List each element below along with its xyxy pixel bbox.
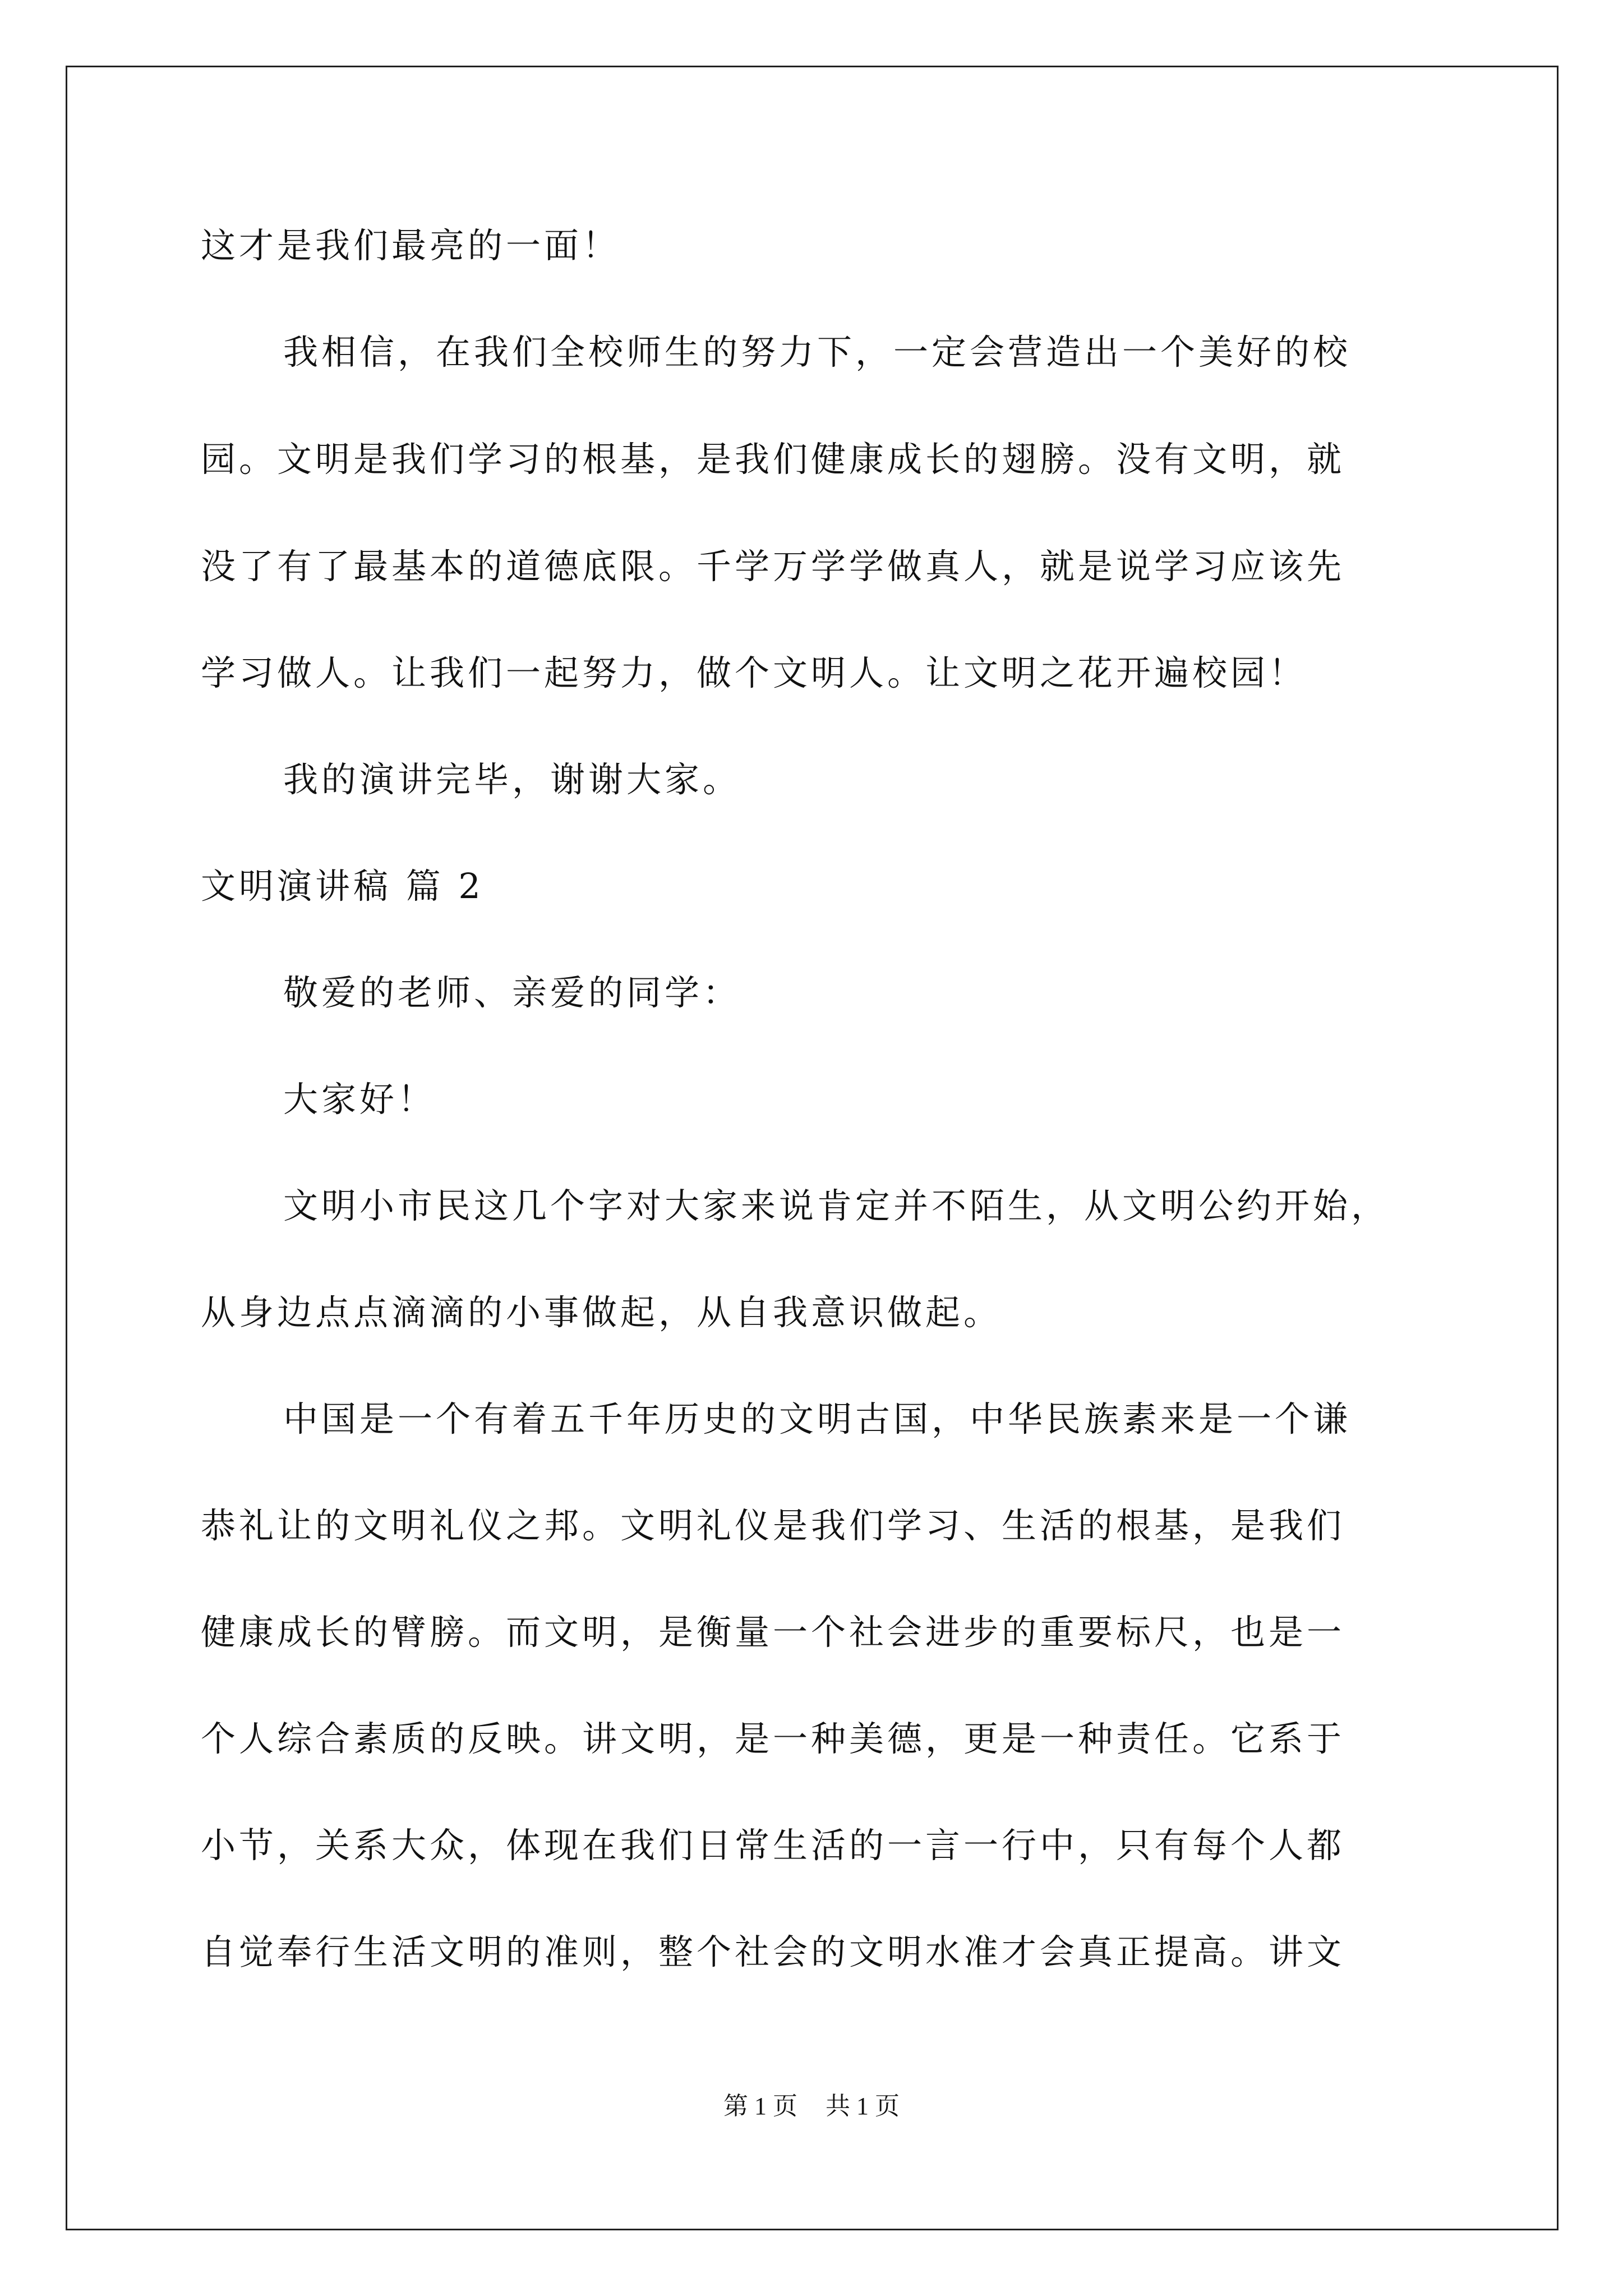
section-heading: 文明演讲稿 篇 2 xyxy=(201,866,484,907)
paragraph-line: 个人综合素质的反映。讲文明，是一种美德，更是一种责任。它系于 xyxy=(201,1718,1345,1759)
paragraph-line: 中国是一个有着五千年历史的文明古国，中华民族素来是一个谦 xyxy=(283,1398,1352,1439)
paragraph-line: 小节，关系大众，体现在我们日常生活的一言一行中，只有每个人都 xyxy=(201,1825,1345,1866)
page-number: 第 1 页 xyxy=(723,2092,797,2120)
paragraph-line: 学习做人。让我们一起努力，做个文明人。让文明之花开遍校园！ xyxy=(201,652,1307,693)
salutation: 敬爱的老师、亲爱的同学： xyxy=(283,972,741,1013)
paragraph-line: 从身边点点滴滴的小事做起，从自我意识做起。 xyxy=(201,1292,1002,1333)
paragraph-line: 自觉奉行生活文明的准则，整个社会的文明水准才会真正提高。讲文 xyxy=(201,1931,1345,1972)
paragraph-line: 健康成长的臂膀。而文明，是衡量一个社会进步的重要标尺，也是一 xyxy=(201,1612,1345,1653)
page-footer xyxy=(0,2090,1623,2123)
paragraph-line: 我的演讲完毕，谢谢大家。 xyxy=(283,759,741,800)
paragraph-line: 没了有了最基本的道德底限。千学万学学做真人，就是说学习应该先 xyxy=(201,546,1345,587)
page-total: 共 1 页 xyxy=(826,2092,900,2120)
paragraph-line: 文明小市民这几个字对大家来说肯定并不陌生，从文明公约开始， xyxy=(283,1185,1390,1226)
greeting: 大家好！ xyxy=(283,1079,436,1120)
paragraph-line: 我相信，在我们全校师生的努力下，一定会营造出一个美好的校 xyxy=(283,332,1352,372)
paragraph-line: 这才是我们最亮的一面！ xyxy=(201,225,621,266)
paragraph-line: 园。文明是我们学习的根基，是我们健康成长的翅膀。没有文明，就 xyxy=(201,439,1345,480)
paragraph-line: 恭礼让的文明礼仪之邦。文明礼仪是我们学习、生活的根基，是我们 xyxy=(201,1505,1345,1546)
page-border xyxy=(66,66,1559,2230)
